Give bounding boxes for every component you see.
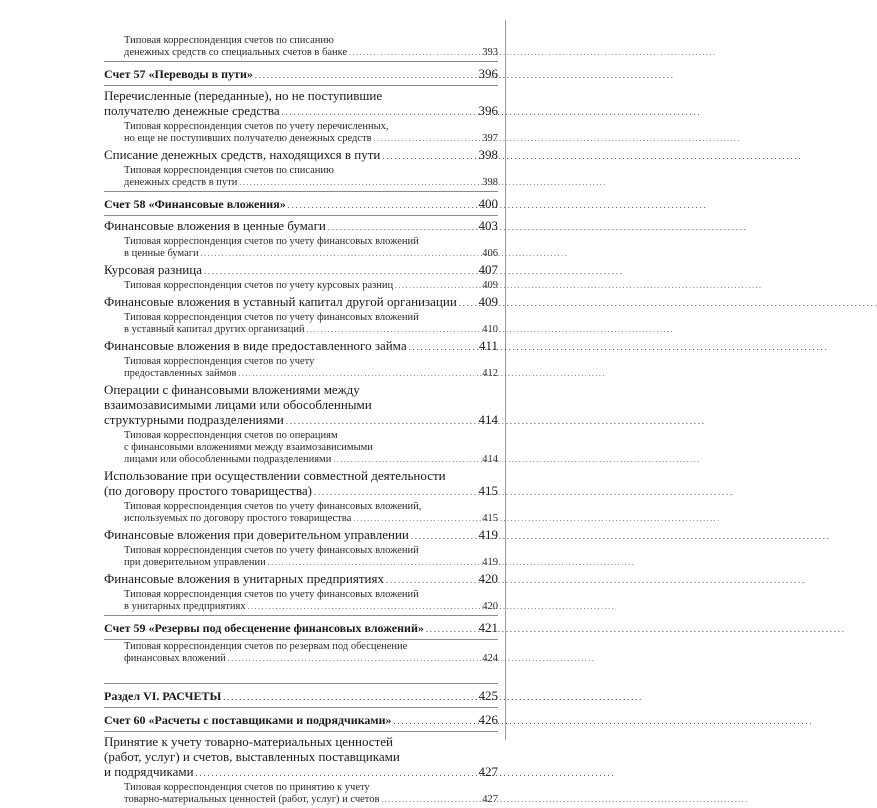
page-number: 403: [478, 218, 498, 233]
toc-entry-sub[interactable]: [104, 121, 498, 145]
dot-leader: [411, 527, 477, 544]
toc-entry-title: Финансовые вложения в ценные бумаги: [104, 218, 326, 233]
dot-leader: [409, 338, 477, 355]
dot-leader: [196, 764, 477, 781]
page-number: 412: [482, 368, 498, 379]
toc-entry-title: структурными подразделениями: [104, 412, 284, 427]
dot-leader: [239, 177, 480, 189]
page-number: 414: [482, 454, 498, 465]
dot-leader: [255, 67, 477, 83]
toc-entry-section[interactable]: [104, 620, 498, 637]
page-number: 427: [478, 764, 498, 779]
toc-entry-text-line: Типовая корреспонденция счетов по операциям: [124, 430, 338, 441]
toc-entry-sub[interactable]: [104, 165, 498, 189]
toc-entry-title: Счет 60 «Расчеты с поставщиками и подрядчиками»: [104, 713, 392, 727]
toc-entry-title: денежных средств в пути: [124, 177, 238, 188]
toc-entry-text-line: Типовая корреспонденция счетов по списанию: [124, 165, 334, 176]
page-number: 406: [482, 248, 498, 259]
page-number: 400: [478, 196, 498, 211]
page-number: 424: [482, 653, 498, 664]
dot-leader: [204, 262, 477, 279]
dot-leader: [459, 294, 477, 311]
toc-entry-title: Раздел VI. РАСЧЕТЫ: [104, 689, 222, 703]
section-divider: [104, 707, 498, 708]
section-divider: [104, 85, 498, 86]
page-number: 409: [478, 294, 498, 309]
toc-entry-text-line: Типовая корреспонденция счетов по учету финансовых вложений: [124, 545, 419, 556]
toc-entry-title: лицами или обособленными подразделениями: [124, 454, 332, 465]
page-number: 419: [482, 557, 498, 568]
dot-leader: [426, 621, 477, 637]
toc-entry-text-line: Принятие к учету товарно-материальных ценностей: [104, 734, 393, 749]
dot-leader: [307, 324, 481, 336]
dot-leader: [374, 133, 481, 145]
toc-entry-main[interactable]: [104, 734, 498, 781]
toc-entry-section[interactable]: [104, 712, 498, 729]
toc-entry-text-line: Типовая корреспонденция счетов по учету финансовых вложений,: [124, 501, 422, 512]
page-number: 411: [478, 338, 498, 353]
toc-entry-text-line: (работ, услуг) и счетов, выставленных поставщиками: [104, 749, 400, 764]
toc-entry-main[interactable]: [104, 468, 498, 500]
toc-entry-section[interactable]: [104, 196, 498, 213]
section-divider: [104, 61, 498, 62]
toc-entry-text-line: Типовая корреспонденция счетов по учету финансовых вложений: [124, 589, 419, 600]
toc-entry-sub[interactable]: [104, 35, 498, 59]
toc-entry-title: Счет 58 «Финансовые вложения»: [104, 197, 286, 211]
toc-entry-main[interactable]: [104, 262, 498, 279]
dot-leader: [386, 571, 477, 588]
spacer: [104, 667, 498, 681]
section-divider: [104, 639, 498, 640]
page-number: 420: [478, 571, 498, 586]
dot-leader: [248, 601, 481, 613]
toc-entry-section[interactable]: [104, 66, 498, 83]
toc-entry-title: (по договору простого товарищества): [104, 483, 312, 498]
toc-entry-text-line: Типовая корреспонденция счетов по учету финансовых вложений: [124, 312, 419, 323]
toc-entry-sub[interactable]: [104, 236, 498, 260]
page-number: 397: [482, 133, 498, 144]
toc-entry-title: Счет 57 «Переводы в пути»: [104, 67, 253, 81]
page-number: 425: [478, 688, 498, 703]
page-number: 420: [482, 601, 498, 612]
toc-entry-title: но еще не поступивших получателю денежных средств: [124, 133, 372, 144]
toc-entry-title: Списание денежных средств, находящихся в пути: [104, 147, 381, 162]
dot-leader: [353, 513, 480, 525]
toc-entry-text-line: Типовая корреспонденция счетов по учету перечисленных,: [124, 121, 389, 132]
toc-entry-text-line: Использование при осуществлении совместной деятельности: [104, 468, 446, 483]
toc-entry-text-line: Перечисленные (переданные), но не поступившие: [104, 88, 383, 103]
toc-entry-title: в ценные бумаги: [124, 248, 199, 259]
toc-entry-sub[interactable]: [104, 545, 498, 569]
dot-leader: [395, 280, 480, 292]
dot-leader: [238, 368, 480, 380]
page-number: 415: [482, 513, 498, 524]
toc-entry-text-line: Типовая корреспонденция счетов по списанию: [124, 35, 334, 46]
toc-entry-main[interactable]: [104, 382, 498, 429]
toc-entry-title: Счет 59 «Резервы под обесценение финансовых вложений»: [104, 621, 424, 635]
toc-entry-title: Финансовые вложения в унитарных предприятиях: [104, 571, 384, 586]
toc-entry-sub[interactable]: [104, 280, 498, 292]
toc-entry-title: финансовых вложений: [124, 653, 226, 664]
page-number: 414: [478, 412, 498, 427]
toc-entry-main[interactable]: [104, 88, 498, 120]
page-number: 393: [482, 47, 498, 58]
dot-leader: [349, 47, 480, 59]
toc-entry-text-line: Типовая корреспонденция счетов по учету финансовых вложений: [124, 236, 419, 247]
dot-leader: [333, 454, 480, 466]
toc-entry-title: и подрядчиками: [104, 764, 194, 779]
toc-entry-text-line: Типовая корреспонденция счетов по учету: [124, 356, 315, 367]
toc-entry-main[interactable]: [104, 147, 498, 164]
page-number: 427: [482, 794, 498, 805]
toc-entry-title: Финансовые вложения при доверительном управлении: [104, 527, 409, 542]
toc-entry-text-line: Типовая корреспонденция счетов по резервам под обесценение: [124, 641, 408, 652]
dot-leader: [282, 103, 477, 120]
toc-entry-title: товарно-материальных ценностей (работ, услуг) и счетов: [124, 794, 380, 805]
section-divider: [104, 215, 498, 216]
toc-entry-main[interactable]: [104, 571, 498, 588]
toc-entry-title: Типовая корреспонденция счетов по учету курсовых разниц: [124, 280, 394, 291]
page-number: 398: [482, 177, 498, 188]
dot-leader: [228, 653, 480, 665]
dot-leader: [201, 248, 481, 260]
section-divider: [104, 731, 498, 732]
page-number: 396: [478, 66, 498, 81]
toc-entry-text-line: взаимозависимыми лицами или обособленными: [104, 397, 372, 412]
page-number: 410: [482, 324, 498, 335]
toc-entry-sub[interactable]: [104, 356, 498, 380]
section-divider: [104, 683, 498, 684]
page-number: 415: [478, 483, 498, 498]
page-number: 426: [478, 712, 498, 727]
toc-entry-title: получателю денежные средства: [104, 103, 280, 118]
toc-entry-part[interactable]: [104, 688, 498, 705]
toc-entry-text-line: Типовая корреспонденция счетов по принятию к учету: [124, 782, 370, 793]
dot-leader: [286, 412, 477, 429]
toc-entry-sub[interactable]: [104, 430, 498, 466]
toc-entry-sub[interactable]: [104, 641, 498, 665]
toc-entry-sub[interactable]: [104, 312, 498, 336]
toc-entry-main[interactable]: [104, 527, 498, 544]
toc-entry-sub[interactable]: [104, 589, 498, 613]
toc-entry-title: Финансовые вложения в виде предоставленного займа: [104, 338, 407, 353]
page-number: 421: [478, 620, 498, 635]
toc-entry-title: предоставленных займов: [124, 368, 237, 379]
table-of-contents: [104, 34, 498, 808]
page-number: 419: [478, 527, 498, 542]
toc-entry-main[interactable]: [104, 294, 498, 311]
dot-leader: [381, 794, 480, 806]
toc-entry-text-line: с финансовыми вложениями между взаимозависимыми: [124, 442, 373, 453]
dot-leader: [328, 218, 477, 235]
section-divider: [104, 191, 498, 192]
dot-leader: [382, 147, 476, 164]
dot-leader: [223, 689, 476, 705]
dot-leader: [394, 713, 477, 729]
toc-entry-title: используемых по договору простого товарищества: [124, 513, 352, 524]
page-number: 396: [478, 103, 498, 118]
toc-entry-title: Курсовая разница: [104, 262, 202, 277]
toc-entry-title: Финансовые вложения в уставный капитал другой организации: [104, 294, 457, 309]
toc-entry-title: в уставный капитал других организаций: [124, 324, 305, 335]
toc-entry-sub[interactable]: [104, 782, 498, 806]
toc-entry-title: при доверительном управлении: [124, 557, 266, 568]
dot-leader: [268, 557, 481, 569]
toc-entry-main[interactable]: [104, 218, 498, 235]
dot-leader: [314, 483, 477, 500]
dot-leader: [288, 197, 477, 213]
page-number: 407: [478, 262, 498, 277]
toc-entry-sub[interactable]: [104, 501, 498, 525]
toc-entry-title: в унитарных предприятиях: [124, 601, 246, 612]
page-number: 398: [478, 147, 498, 162]
section-divider: [104, 615, 498, 616]
page-number: 409: [482, 280, 498, 291]
toc-entry-title: денежных средств со специальных счетов в банке: [124, 47, 348, 58]
toc-entry-main[interactable]: [104, 338, 498, 355]
toc-entry-text-line: Операции с финансовыми вложениями между: [104, 382, 360, 397]
